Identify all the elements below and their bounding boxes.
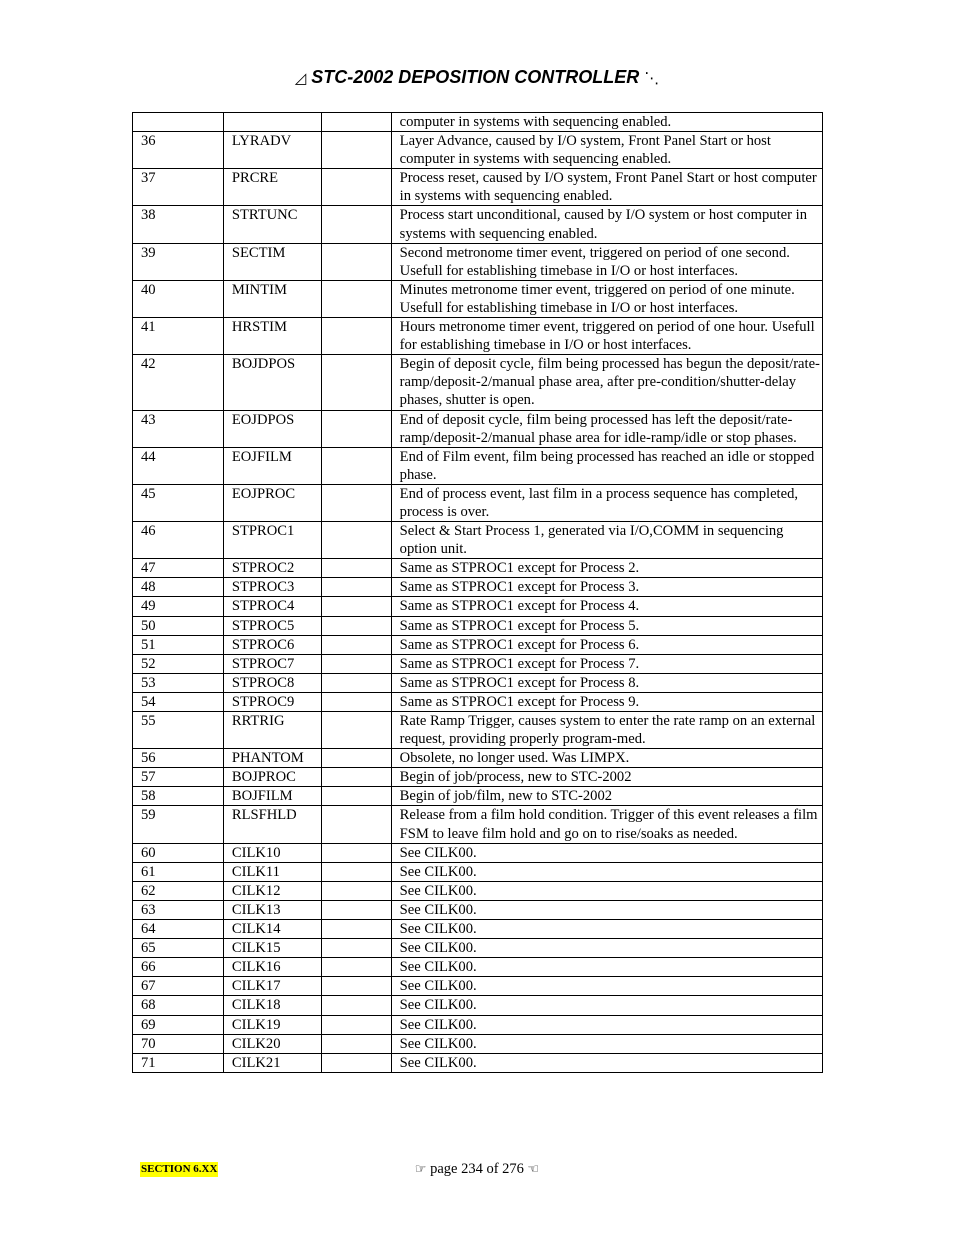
event-description-cell: See CILK00. bbox=[391, 1015, 822, 1034]
event-extra-cell bbox=[321, 280, 391, 317]
table-row bbox=[133, 578, 823, 597]
page-number bbox=[0, 1160, 954, 1179]
table-row bbox=[133, 939, 823, 958]
event-extra-cell bbox=[321, 654, 391, 673]
table-row bbox=[133, 484, 823, 521]
event-name-cell: STPROC9 bbox=[223, 692, 321, 711]
table-row bbox=[133, 806, 823, 843]
table-row bbox=[133, 673, 823, 692]
table-row bbox=[133, 1053, 823, 1072]
event-number-cell: 59 bbox=[133, 806, 224, 843]
event-number-cell: 70 bbox=[133, 1034, 224, 1053]
event-extra-cell bbox=[321, 958, 391, 977]
table-row bbox=[133, 169, 823, 206]
event-number-cell: 60 bbox=[133, 843, 224, 862]
event-name-cell: STPROC4 bbox=[223, 597, 321, 616]
event-description-cell: Minutes metronome timer event, triggered on period of one minute. Usefull for establishing timebase in I/O or host interfaces. bbox=[391, 280, 822, 317]
event-extra-cell bbox=[321, 1015, 391, 1034]
table-row bbox=[133, 712, 823, 749]
event-extra-cell bbox=[321, 113, 391, 132]
table-row bbox=[133, 113, 823, 132]
event-name-cell: STPROC3 bbox=[223, 578, 321, 597]
event-description-cell: See CILK00. bbox=[391, 1034, 822, 1053]
event-extra-cell bbox=[321, 578, 391, 597]
event-description-cell: See CILK00. bbox=[391, 939, 822, 958]
event-name-cell: CILK18 bbox=[223, 996, 321, 1015]
event-number-cell: 63 bbox=[133, 900, 224, 919]
event-number-cell: 71 bbox=[133, 1053, 224, 1072]
event-extra-cell bbox=[321, 843, 391, 862]
event-extra-cell bbox=[321, 900, 391, 919]
event-description-cell: computer in systems with sequencing enabled. bbox=[391, 113, 822, 132]
table-row bbox=[133, 749, 823, 768]
table-row bbox=[133, 996, 823, 1015]
event-number-cell: 36 bbox=[133, 132, 224, 169]
event-extra-cell bbox=[321, 768, 391, 787]
table-row bbox=[133, 843, 823, 862]
event-number-cell: 49 bbox=[133, 597, 224, 616]
left-triangle-icon: ◿ bbox=[294, 70, 307, 87]
event-description-cell: See CILK00. bbox=[391, 1053, 822, 1072]
event-name-cell: CILK16 bbox=[223, 958, 321, 977]
event-name-cell: CILK19 bbox=[223, 1015, 321, 1034]
table-row bbox=[133, 280, 823, 317]
event-description-cell: Same as STPROC1 except for Process 4. bbox=[391, 597, 822, 616]
event-extra-cell bbox=[321, 635, 391, 654]
table-row bbox=[133, 243, 823, 280]
event-number-cell: 46 bbox=[133, 522, 224, 559]
table-row bbox=[133, 958, 823, 977]
event-name-cell: RRTRIG bbox=[223, 712, 321, 749]
table-row bbox=[133, 881, 823, 900]
event-description-cell: Same as STPROC1 except for Process 5. bbox=[391, 616, 822, 635]
event-number-cell: 69 bbox=[133, 1015, 224, 1034]
event-description-cell: See CILK00. bbox=[391, 977, 822, 996]
event-name-cell: HRSTIM bbox=[223, 318, 321, 355]
table-row bbox=[133, 616, 823, 635]
event-name-cell: STPROC1 bbox=[223, 522, 321, 559]
event-name-cell: RLSFHLD bbox=[223, 806, 321, 843]
event-description-cell: See CILK00. bbox=[391, 900, 822, 919]
event-description-cell: End of deposit cycle, film being processed has left the deposit/rate-ramp/deposit-2/manual phase area for idle-ramp/idle or stop phases. bbox=[391, 410, 822, 447]
event-extra-cell bbox=[321, 692, 391, 711]
event-number-cell: 44 bbox=[133, 447, 224, 484]
table-row bbox=[133, 522, 823, 559]
event-name-cell: CILK13 bbox=[223, 900, 321, 919]
event-extra-cell bbox=[321, 939, 391, 958]
event-name-cell: PHANTOM bbox=[223, 749, 321, 768]
event-description-cell: See CILK00. bbox=[391, 843, 822, 862]
event-extra-cell bbox=[321, 673, 391, 692]
table-row bbox=[133, 787, 823, 806]
event-number-cell: 40 bbox=[133, 280, 224, 317]
event-description-cell: See CILK00. bbox=[391, 881, 822, 900]
event-extra-cell bbox=[321, 787, 391, 806]
event-extra-cell bbox=[321, 977, 391, 996]
event-description-cell: See CILK00. bbox=[391, 958, 822, 977]
event-number-cell: 68 bbox=[133, 996, 224, 1015]
event-number-cell: 41 bbox=[133, 318, 224, 355]
event-extra-cell bbox=[321, 355, 391, 410]
document-title: STC-2002 DEPOSITION CONTROLLER bbox=[311, 67, 640, 87]
event-extra-cell bbox=[321, 712, 391, 749]
event-name-cell: EOJDPOS bbox=[223, 410, 321, 447]
event-extra-cell bbox=[321, 862, 391, 881]
event-name-cell: EOJPROC bbox=[223, 484, 321, 521]
event-extra-cell bbox=[321, 749, 391, 768]
page-number-text: page 234 of 276 bbox=[430, 1161, 524, 1177]
event-description-cell: Same as STPROC1 except for Process 9. bbox=[391, 692, 822, 711]
event-name-cell: STPROC7 bbox=[223, 654, 321, 673]
event-number-cell: 57 bbox=[133, 768, 224, 787]
pointing-left-hand-icon: ☜ bbox=[527, 1162, 540, 1177]
event-number-cell: 62 bbox=[133, 881, 224, 900]
event-number-cell: 38 bbox=[133, 206, 224, 243]
event-description-cell: Layer Advance, caused by I/O system, Front Panel Start or host computer in systems with sequencing enabled. bbox=[391, 132, 822, 169]
event-name-cell: BOJFILM bbox=[223, 787, 321, 806]
event-description-cell: See CILK00. bbox=[391, 862, 822, 881]
event-name-cell: MINTIM bbox=[223, 280, 321, 317]
event-name-cell: CILK21 bbox=[223, 1053, 321, 1072]
event-name-cell: CILK11 bbox=[223, 862, 321, 881]
event-description-cell: Begin of job/film, new to STC-2002 bbox=[391, 787, 822, 806]
event-name-cell: STPROC5 bbox=[223, 616, 321, 635]
event-description-cell: Begin of job/process, new to STC-2002 bbox=[391, 768, 822, 787]
pointing-right-hand-icon: ☞ bbox=[414, 1162, 427, 1177]
event-name-cell: STPROC8 bbox=[223, 673, 321, 692]
table-row bbox=[133, 355, 823, 410]
event-description-cell: Rate Ramp Trigger, causes system to enter the rate ramp on an external request, providing properly program-med. bbox=[391, 712, 822, 749]
event-description-cell: Same as STPROC1 except for Process 7. bbox=[391, 654, 822, 673]
table-row bbox=[133, 206, 823, 243]
event-description-cell: Hours metronome timer event, triggered on period of one hour. Usefull for establishing timebase in I/O or host interfaces. bbox=[391, 318, 822, 355]
event-number-cell: 56 bbox=[133, 749, 224, 768]
event-description-cell: Same as STPROC1 except for Process 6. bbox=[391, 635, 822, 654]
event-number-cell: 65 bbox=[133, 939, 224, 958]
table-row bbox=[133, 132, 823, 169]
table-row bbox=[133, 410, 823, 447]
event-extra-cell bbox=[321, 206, 391, 243]
event-description-cell: Same as STPROC1 except for Process 3. bbox=[391, 578, 822, 597]
event-name-cell bbox=[223, 113, 321, 132]
table-row bbox=[133, 597, 823, 616]
event-name-cell: CILK14 bbox=[223, 920, 321, 939]
event-extra-cell bbox=[321, 318, 391, 355]
event-description-cell: Same as STPROC1 except for Process 8. bbox=[391, 673, 822, 692]
event-table bbox=[132, 112, 823, 1073]
event-name-cell: STPROC6 bbox=[223, 635, 321, 654]
table-row bbox=[133, 977, 823, 996]
event-name-cell: CILK12 bbox=[223, 881, 321, 900]
event-extra-cell bbox=[321, 559, 391, 578]
event-extra-cell bbox=[321, 1053, 391, 1072]
event-number-cell: 58 bbox=[133, 787, 224, 806]
event-extra-cell bbox=[321, 484, 391, 521]
event-extra-cell bbox=[321, 996, 391, 1015]
event-name-cell: PRCRE bbox=[223, 169, 321, 206]
event-description-cell: Process reset, caused by I/O system, Front Panel Start or host computer in systems with sequencing enabled. bbox=[391, 169, 822, 206]
section-label: SECTION 6.XX bbox=[141, 1163, 218, 1175]
event-description-cell: Second metronome timer event, triggered on period of one second. Usefull for establishing timebase in I/O or host interfaces. bbox=[391, 243, 822, 280]
event-number-cell: 52 bbox=[133, 654, 224, 673]
table-row bbox=[133, 692, 823, 711]
event-description-cell: Release from a film hold condition. Trigger of this event releases a film FSM to leave film hold and go on to rise/soaks as needed. bbox=[391, 806, 822, 843]
event-extra-cell bbox=[321, 132, 391, 169]
table-row bbox=[133, 559, 823, 578]
event-name-cell: SECTIM bbox=[223, 243, 321, 280]
event-description-cell: See CILK00. bbox=[391, 920, 822, 939]
event-name-cell: CILK10 bbox=[223, 843, 321, 862]
event-number-cell: 61 bbox=[133, 862, 224, 881]
event-extra-cell bbox=[321, 169, 391, 206]
event-description-cell: Same as STPROC1 except for Process 2. bbox=[391, 559, 822, 578]
event-description-cell: Obsolete, no longer used. Was LIMPX. bbox=[391, 749, 822, 768]
event-extra-cell bbox=[321, 616, 391, 635]
event-number-cell: 48 bbox=[133, 578, 224, 597]
page-header bbox=[0, 64, 954, 92]
event-number-cell: 45 bbox=[133, 484, 224, 521]
event-name-cell: BOJPROC bbox=[223, 768, 321, 787]
event-number-cell: 51 bbox=[133, 635, 224, 654]
right-triangle-icon: ⋱ bbox=[644, 70, 660, 87]
table-row bbox=[133, 318, 823, 355]
event-extra-cell bbox=[321, 522, 391, 559]
event-number-cell: 53 bbox=[133, 673, 224, 692]
table-row bbox=[133, 654, 823, 673]
event-number-cell: 50 bbox=[133, 616, 224, 635]
event-description-cell: See CILK00. bbox=[391, 996, 822, 1015]
event-extra-cell bbox=[321, 410, 391, 447]
table-row bbox=[133, 900, 823, 919]
event-description-cell: Process start unconditional, caused by I/O system or host computer in systems with sequencing enabled. bbox=[391, 206, 822, 243]
table-row bbox=[133, 447, 823, 484]
event-name-cell: STPROC2 bbox=[223, 559, 321, 578]
event-description-cell: End of Film event, film being processed has reached an idle or stopped phase. bbox=[391, 447, 822, 484]
table-row bbox=[133, 1015, 823, 1034]
event-name-cell: STRTUNC bbox=[223, 206, 321, 243]
event-number-cell bbox=[133, 113, 224, 132]
event-extra-cell bbox=[321, 806, 391, 843]
event-number-cell: 47 bbox=[133, 559, 224, 578]
table-row bbox=[133, 1034, 823, 1053]
event-number-cell: 37 bbox=[133, 169, 224, 206]
event-name-cell: CILK17 bbox=[223, 977, 321, 996]
event-name-cell: CILK20 bbox=[223, 1034, 321, 1053]
event-extra-cell bbox=[321, 447, 391, 484]
event-description-cell: End of process event, last film in a process sequence has completed, process is over. bbox=[391, 484, 822, 521]
event-number-cell: 39 bbox=[133, 243, 224, 280]
event-description-cell: Begin of deposit cycle, film being processed has begun the deposit/rate-ramp/deposit-2/manual phase area, after pre-condition/shutter-delay phases, shutter is open. bbox=[391, 355, 822, 410]
event-name-cell: CILK15 bbox=[223, 939, 321, 958]
event-description-cell: Select & Start Process 1, generated via I/O,COMM in sequencing option unit. bbox=[391, 522, 822, 559]
event-number-cell: 42 bbox=[133, 355, 224, 410]
table-row bbox=[133, 920, 823, 939]
event-extra-cell bbox=[321, 597, 391, 616]
event-table-body bbox=[133, 113, 823, 1073]
table-row bbox=[133, 862, 823, 881]
table-row bbox=[133, 768, 823, 787]
event-extra-cell bbox=[321, 881, 391, 900]
event-number-cell: 66 bbox=[133, 958, 224, 977]
event-extra-cell bbox=[321, 243, 391, 280]
event-extra-cell bbox=[321, 1034, 391, 1053]
table-row bbox=[133, 635, 823, 654]
event-extra-cell bbox=[321, 920, 391, 939]
event-number-cell: 54 bbox=[133, 692, 224, 711]
event-number-cell: 43 bbox=[133, 410, 224, 447]
event-number-cell: 64 bbox=[133, 920, 224, 939]
event-name-cell: LYRADV bbox=[223, 132, 321, 169]
event-name-cell: EOJFILM bbox=[223, 447, 321, 484]
event-number-cell: 67 bbox=[133, 977, 224, 996]
event-number-cell: 55 bbox=[133, 712, 224, 749]
event-name-cell: BOJDPOS bbox=[223, 355, 321, 410]
